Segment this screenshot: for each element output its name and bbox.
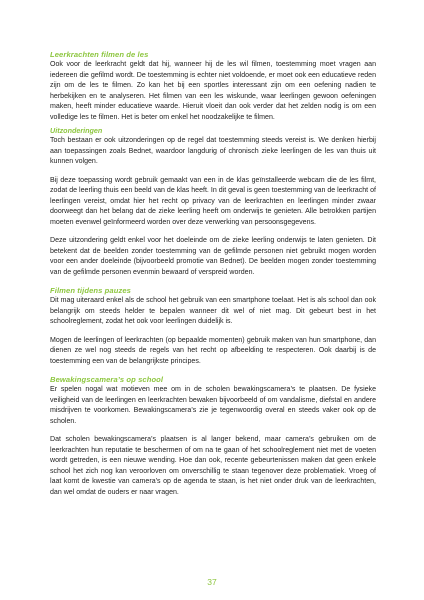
section-heading-leerkrachten-filmen: Leerkrachten filmen de les: [50, 50, 149, 59]
section-heading-filmen-pauzes: Filmen tijdens pauzes: [50, 286, 132, 295]
paragraph-motieven-cameras: Er spelen nogal wat motieven mee om in de scholen bewakingscamera’s te plaatsen. De fysieke veiligheid van de leerlingen en leerkrachten bewaken bijvoorbeeld of om vandalisme, diefstal en andere misdrijven te voorkomen. Bewakingscamera’s zie je tegenwoordig overal en steeds vaker ook op de scholen.: [50, 386, 376, 425]
section-heading-bewakingscameras: Bewakingscamera’s op school: [50, 375, 164, 384]
paragraph-webcam-klas: Bij deze toepassing wordt gebruik gemaakt van een in de klas geïnstalleerde webcam die de les filmt, zodat de leerling thuis een beeld van de klas heeft. In dit geval is geen toestemming van de leerkracht of leerlingen vereist, omdat hier het recht op privacy van de leerkrachten en leerlingen minder zwaar doorweegt dan het belang dat de zieke leerling heeft om onderwijs te genieten. Alle betrokken partijen moeten evenwel geïnformeerd worden over deze verwerking van persoonsgegevens.: [50, 176, 376, 226]
page-number: 37: [207, 577, 217, 587]
paragraph-toestemming-leerkracht: Ook voor de leerkracht geldt dat hij, wanneer hij de les wil filmen, toestemming moet vragen aan iedereen die gefilmd wordt. De toestemming is echter niet voldoende, er moet ook een educatieve reden zijn om de les te filmen. Zo kan het bij een sportles interessant zijn om een oefening nadien te herbekijken en te analyseren. Het filmen van een les wiskunde, waar leerlingen gewoon oefeningen maken, heeft minder educatieve waarde. Hieruit vloeit dan ook verder dat het zelden nodig is om een volledige les te filmen. Het is beter om enkel het noodzakelijke te filmen.: [50, 61, 376, 121]
subheading-uitzonderingen: Uitzonderingen: [50, 126, 103, 135]
paragraph-uitzonderingen-bednet: Toch bestaan er ook uitzonderingen op de regel dat toestemming steeds vereist is. We denken hierbij aan toepassingen zoals Bednet, waardoor langdurig of chronisch zieke leerlingen de les van thuis uit kunnen volgen.: [50, 137, 376, 165]
paragraph-doeleinde-uitzondering: Deze uitzondering geldt enkel voor het doeleinde om de zieke leerling onderwijs te laten genieten. Dit betekent dat de beelden zonder toestemming van de gefilmde personen niet gebruikt mogen worden voor een ander doeleinde (bijvoorbeeld promotie van Bednet). De beelden mogen zonder toestemming van de gefilmde personen evenmin bewaard of verspreid worden.: [50, 237, 376, 276]
paragraph-smartphone-gebruik: Dit mag uiteraard enkel als de school het gebruik van een smartphone toelaat. Het is als school dan ook belangrijk om steeds helder te bepalen wanneer dit wel of niet mag. Dit gebeurt best in het schoolreglement, zodat het ook voor leerlingen duidelijk is.: [50, 297, 376, 325]
paragraph-nieuwe-wending: Dat scholen bewakingscamera’s plaatsen is al langer bekend, maar camera’s gebruiken om de leerkrachten hun reputatie te beschermen of om na te gaan of het schoolreglement niet met de voeten wordt getreden, is een nieuwe wending. Hoe dan ook, recente gebeurtenissen maken dat geen enkele school het zich nog kan veroorloven om onverschillig te staan tegenover deze problematiek. Vroeg of laat komt de kwestie van camera’s op de agenda te staan, is het niet onder druk van de leerkrachten, dan wel omdat de ouders er naar vragen.: [50, 436, 376, 496]
paragraph-recht-op-afbeelding: Mogen de leerlingen of leerkrachten (op bepaalde momenten) gebruik maken van hun smartphone, dan dienen ze wel nog steeds de regels van het recht op afbeelding te respecteren. Ook daarbij is de toestemming een van de belangrijkste principes.: [50, 336, 376, 365]
page-content: [50, 50, 376, 498]
